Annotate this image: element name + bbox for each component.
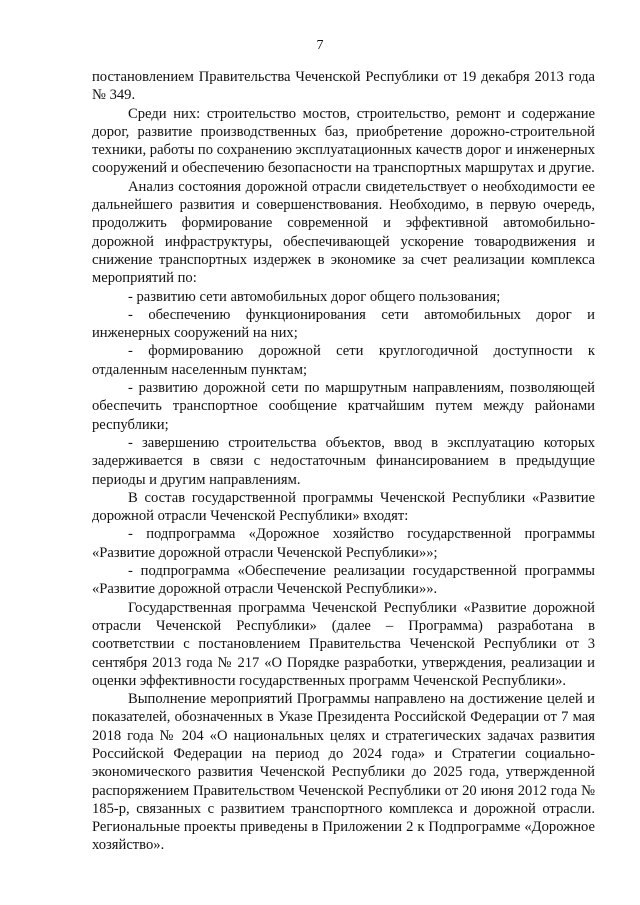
paragraph-program-developed: Государственная программа Чеченской Республики «Развитие дорожной отрасли Чеченской Республики» (далее – Программа) разработана в соответствии с постановлением Правительства Чеченской Республики от 3 сентября 2013 года № 217 «О Порядке разработки, утверждения, реализации и оценки эффективности государственных программ Чеченской Республики». — [92, 599, 595, 689]
page-number: 7 — [316, 38, 324, 53]
document-body — [92, 68, 595, 855]
list-item-year-round-access: - формированию дорожной сети круглогодичной доступности к отдаленным населенным пунктам; — [92, 343, 595, 378]
list-item-subprogram-implementation: - подпрограмма «Обеспечение реализации государственной программы «Развитие дорожной отрасли Чеченской Республики»». — [92, 563, 595, 598]
paragraph-analysis: Анализ состояния дорожной отрасли свидетельствует о необходимости ее дальнейшего развития и совершенствования. Необходимо, в первую очередь, продолжить формирование современной и эффективной автомобильно-дорожной инфраструктуры, обеспечивающей ускорение товародвижения и снижение транспортных издержек в экономике за счет реализации комплекса мероприятий по: — [92, 178, 595, 287]
list-item-functioning: - обеспечению функционирования сети автомобильных дорог и инженерных сооружений на них; — [92, 306, 595, 342]
paragraph-program-goals: Выполнение мероприятий Программы направлено на достижение целей и показателей, обозначенных в Указе Президента Российской Федерации от 7 мая 2018 года № 204 «О национальных целях и стратегических задачах развития Российской Федерации на период до 2024 года» и Стратегии социально-экономического развития Чеченской Республики до 2025 года, утвержденной распоряжением Правительством Чеченской Республики от 20 июня 2012 года № 185-р, связанных с развитием транспортного комплекса и дорожной отрасли. Региональные проекты приведены в Приложении 2 к Подпрограмме «Дорожное хозяйство». — [92, 691, 595, 854]
paragraph-decree-continuation: постановлением Правительства Чеченской Республики от 19 декабря 2013 года № 349. — [92, 69, 595, 104]
paragraph-among-them: Среди них: строительство мостов, строительство, ремонт и содержание дорог, развитие производственных баз, приобретение дорожно-строительной техники, работы по сохранению эксплуатационных качеств дорог и инженерных сооружений и обеспечению безопасности на транспортных маршрутах и другие. — [92, 105, 595, 177]
list-item-subprogram-road-economy: - подпрограмма «Дорожное хозяйство государственной программы «Развитие дорожной отрасли Чеченской Республики»»; — [92, 526, 595, 561]
list-item-road-network: - развитию сети автомобильных дорог общего пользования; — [128, 288, 501, 305]
list-item-construction-completion: - завершению строительства объектов, ввод в эксплуатацию которых задерживается в связи с недостаточным финансированием в предыдущие периоды и другим направлениям. — [92, 434, 595, 488]
paragraph-program-composition: В состав государственной программы Чеченской Республики «Развитие дорожной отрасли Чеченской Республики» входят: — [92, 489, 595, 525]
list-item-route-directions: - развитию дорожной сети по маршрутным направлениям, позволяющей обеспечить транспортное сообщение кратчайшим путем между районами республики; — [92, 380, 595, 433]
